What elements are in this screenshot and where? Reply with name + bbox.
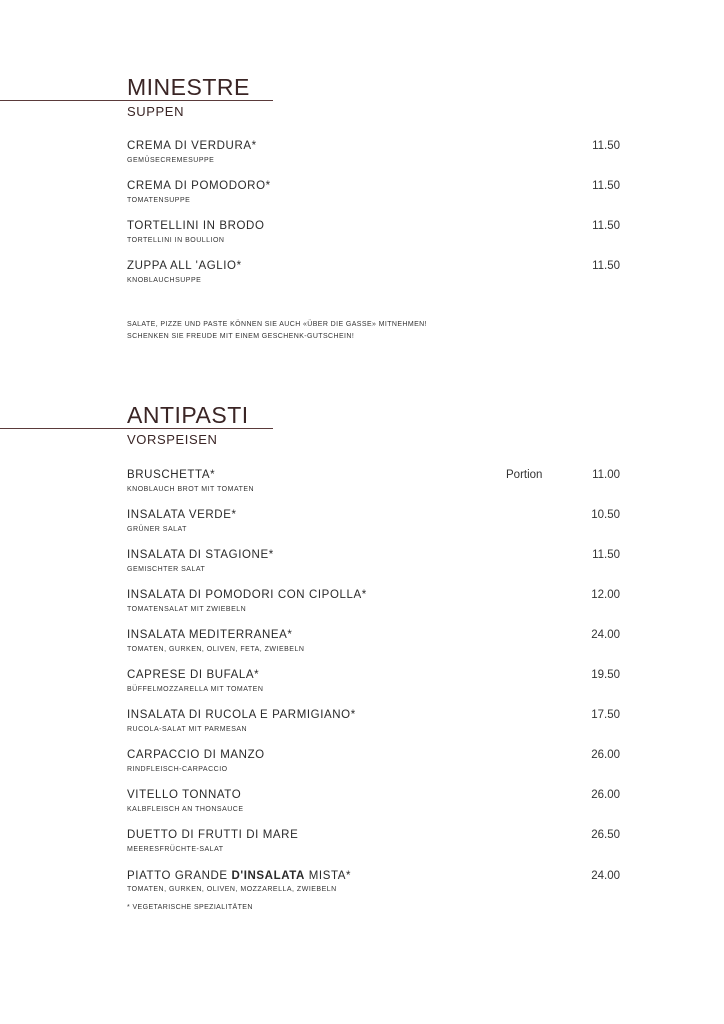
item-price: 11.50 — [592, 140, 620, 152]
item-name: CREMA DI POMODORO* — [127, 180, 271, 192]
item-name: CREMA DI VERDURA* — [127, 140, 257, 152]
item-name: CAPRESE DI BUFALA* — [127, 669, 260, 681]
item-name: BRUSCHETTA* — [127, 469, 216, 481]
minestre-title: MINESTRE — [127, 74, 250, 100]
item-name — [127, 870, 351, 882]
item-price: 11.50 — [592, 549, 620, 561]
item-description: TORTELLINI IN BOULLION — [127, 237, 225, 244]
item-name: VITELLO TONNATO — [127, 789, 242, 801]
item-price: 24.00 — [591, 629, 620, 641]
item-price: 26.00 — [591, 789, 620, 801]
voucher-note: SCHENKEN SIE FREUDE MIT EINEM GESCHENK-GUTSCHEIN! — [127, 333, 355, 340]
item-price: 11.50 — [592, 260, 620, 272]
item-price: 10.50 — [591, 509, 620, 521]
item-price: 11.50 — [592, 220, 620, 232]
antipasti-divider — [0, 428, 273, 429]
item-price: 17.50 — [591, 709, 620, 721]
item-price: 11.50 — [592, 180, 620, 192]
item-name: INSALATA DI RUCOLA E PARMIGIANO* — [127, 709, 356, 721]
item-description: GEMISCHTER SALAT — [127, 566, 206, 573]
item-price: 11.00 — [592, 469, 620, 481]
item-name: INSALATA MEDITERRANEA* — [127, 629, 293, 641]
item-price: 24.00 — [591, 870, 620, 882]
item-description: MEERESFRÜCHTE-SALAT — [127, 846, 224, 853]
takeaway-note: SALATE, PIZZE UND PASTE KÖNNEN SIE AUCH «ÜBER DIE GASSE» MITNEHMEN! — [127, 321, 427, 328]
item-description: GRÜNER SALAT — [127, 526, 187, 533]
item-price: 26.00 — [591, 749, 620, 761]
item-description: TOMATEN, GURKEN, OLIVEN, MOZZARELLA, ZWIEBELN — [127, 886, 337, 893]
item-name: CARPACCIO DI MANZO — [127, 749, 265, 761]
item-portion-label: Portion — [506, 469, 543, 481]
item-description: KNOBLAUCH BROT MIT TOMATEN — [127, 486, 255, 493]
item-price: 12.00 — [591, 589, 620, 601]
item-name-part: PIATTO GRANDE — [127, 870, 232, 882]
vegetarian-footnote: * VEGETARISCHE SPEZIALITÄTEN — [127, 904, 253, 911]
item-name-bold-part: D'INSALATA — [231, 870, 305, 882]
antipasti-title: ANTIPASTI — [127, 402, 249, 428]
item-price: 26.50 — [591, 829, 620, 841]
item-name: DUETTO DI FRUTTI DI MARE — [127, 829, 299, 841]
item-name: ZUPPA ALL 'AGLIO* — [127, 260, 242, 272]
item-description: BÜFFELMOZZARELLA MIT TOMATEN — [127, 686, 264, 693]
item-name-part: MISTA* — [304, 870, 352, 882]
item-description: RINDFLEISCH-CARPACCIO — [127, 766, 228, 773]
item-description: TOMATEN, GURKEN, OLIVEN, FETA, ZWIEBELN — [127, 646, 305, 653]
item-description: GEMÜSECREMESUPPE — [127, 157, 215, 164]
item-description: TOMATENSALAT MIT ZWIEBELN — [127, 606, 247, 613]
item-description: RUCOLA-SALAT MIT PARMESAN — [127, 726, 248, 733]
item-description: KALBFLEISCH AN THONSAUCE — [127, 806, 244, 813]
item-description: KNOBLAUCHSUPPE — [127, 277, 202, 284]
item-name: INSALATA DI POMODORI CON CIPOLLA* — [127, 589, 367, 601]
item-name: TORTELLINI IN BRODO — [127, 220, 265, 232]
minestre-subtitle: SUPPEN — [127, 104, 185, 119]
item-name: INSALATA VERDE* — [127, 509, 237, 521]
item-description: TOMATENSUPPE — [127, 197, 191, 204]
item-price: 19.50 — [591, 669, 620, 681]
minestre-divider — [0, 100, 273, 101]
item-name: INSALATA DI STAGIONE* — [127, 549, 274, 561]
antipasti-subtitle: VORSPEISEN — [127, 432, 218, 447]
